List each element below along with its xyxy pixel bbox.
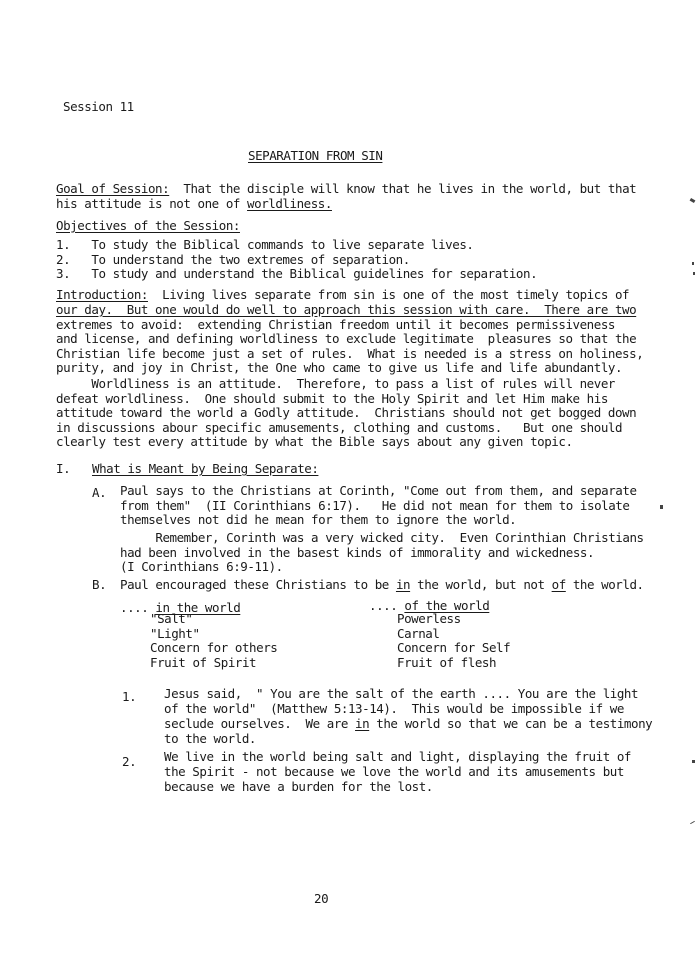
intro-line-1 (56, 288, 629, 302)
worldliness-paragraph (56, 377, 636, 450)
point-b-text-1: Paul encouraged these Christians to be (120, 577, 396, 592)
subpoint-1-line-3 (164, 716, 652, 731)
remember-paragraph (120, 531, 644, 575)
in-world-item: "Light" (150, 625, 200, 641)
intro-line-6: purity, and joy in Christ, the One who came to give us life and life abundantly. (56, 360, 623, 376)
goal-line-2 (56, 197, 332, 211)
intro-text-1: Living lives separate from sin is one of the most timely topics of (162, 287, 630, 302)
point-a-line-2: from them" (II Corinthians 6:17). He did not mean for them to isolate (120, 497, 630, 513)
objective-2 (56, 253, 410, 267)
intro-paragraph (56, 303, 643, 376)
intro-label: Introduction: (56, 287, 148, 302)
subpoint-1-in: in (355, 716, 370, 731)
in-world-item: Fruit of Spirit (150, 654, 257, 670)
point-a-line-1: Paul says to the Christians at Corinth, "Come out from them, and separate (120, 483, 637, 498)
subpoint-1-num: 1. (122, 689, 137, 704)
subpoint-2-line-2: the Spirit - not because we love the world and its amusements but (164, 764, 624, 779)
remember-line-1: Remember, Corinth was a very wicked city. Even Corinthian Christians (120, 530, 644, 545)
of-world-item: Concern for Self (397, 640, 511, 656)
subpoint-1-text (164, 686, 652, 746)
scan-speck (660, 505, 663, 509)
in-world-item: Concern for others (150, 640, 278, 656)
subpoint-1-line-4: to the world. (164, 731, 256, 746)
point-b-in: in (395, 577, 411, 592)
of-world-list (397, 612, 510, 670)
worldliness-line-5: clearly test every attitude by what the Bible says about any given topic. (56, 434, 573, 450)
of-world-item: Fruit of flesh (397, 654, 497, 670)
goal-label: Goal of Session: (56, 181, 170, 196)
subpoint-1-line-3a: seclude ourselves. We are (164, 716, 356, 731)
scan-speck (690, 821, 695, 824)
session-label: Session 11 (63, 99, 134, 114)
of-world-item: Carnal (397, 625, 440, 641)
point-b-text (120, 578, 644, 592)
point-b-of: of (551, 577, 566, 592)
of-world-item: Powerless (397, 611, 461, 626)
worldliness-line-3: attitude toward the world a Godly attitude. Christians should not get bogged down (56, 405, 637, 421)
objectives-label: Objectives of the Session: (56, 218, 240, 233)
of-world-heading-text: of the world (404, 598, 490, 613)
point-b-label: B. (92, 577, 107, 592)
scan-speck (692, 760, 695, 763)
objective-2-num: 2. (56, 252, 71, 267)
goal-text-1: That the disciple will know that he lives in the world, but that (183, 181, 637, 196)
objective-1-num: 1. (56, 237, 71, 252)
intro-line-5: Christian life become just a set of rules. What is needed is a stress on holiness, (56, 345, 644, 361)
intro-line-3: extremes to avoid: extending Christian freedom until it becomes permissiveness (56, 316, 615, 332)
goal-text-2a: his attitude is not one of (56, 196, 248, 211)
point-a-text (120, 484, 637, 528)
point-b-text-3: the world. (565, 577, 644, 592)
page-number: 20 (314, 891, 329, 906)
subpoint-2-line-3: because we have a burden for the lost. (164, 779, 433, 794)
point-a-line-3: themselves not did he mean for them to ignore the world. (120, 512, 517, 527)
section-1-num: I. (56, 461, 71, 476)
section-1-heading: What is Meant by Being Separate: (92, 461, 319, 476)
objective-3-num: 3. (56, 266, 71, 281)
subpoint-2-text (164, 749, 631, 794)
worldliness-line-2: defeat worldliness. One should submit to the Holy Spirit and let Him make his (56, 390, 608, 406)
objective-3 (56, 267, 537, 281)
objective-2-text: To understand the two extremes of separation. (91, 252, 410, 267)
scan-speck (692, 262, 694, 265)
in-world-list (150, 612, 277, 670)
worldliness-line-4: in discussions abour specific amusements, clothing and customs. But one should (56, 419, 623, 435)
goal-line-1 (56, 182, 636, 196)
remember-line-2: had been involved in the basest kinds of immorality and wickedness. (120, 544, 595, 560)
subpoint-1-line-1: Jesus said, " You are the salt of the earth .... You are the light (164, 686, 639, 701)
objective-3-text: To study and understand the Biblical guidelines for separation. (91, 266, 538, 281)
of-world-prefix: .... (369, 598, 405, 613)
objective-1-text: To study the Biblical commands to live separate lives. (91, 237, 474, 252)
intro-line-4: and license, and defining worldliness to exclude legitimate pleasures so that the (56, 331, 637, 347)
in-world-item: "Salt" (150, 611, 193, 626)
point-a-label: A. (92, 485, 107, 500)
worldliness-line-1: Worldliness is an attitude. Therefore, to pass a list of rules will never (56, 376, 615, 391)
remember-line-3: (I Corinthians 6:9-11). (120, 559, 283, 574)
in-world-prefix: .... (120, 600, 156, 615)
scan-speck (690, 198, 696, 203)
page-title: SEPARATION FROM SIN (248, 148, 383, 163)
subpoint-1-line-3b: the world so that we can be a testimony (369, 716, 653, 731)
subpoint-2-num: 2. (122, 754, 137, 769)
goal-text-2b: worldliness. (247, 196, 332, 211)
scan-speck (693, 272, 695, 275)
in-world-heading-text: in the world (155, 600, 241, 615)
subpoint-2-line-1: We live in the world being salt and light, displaying the fruit of (164, 749, 631, 764)
intro-line-2: our day. But one would do well to approach this session with care. There are two (56, 302, 637, 317)
point-b-text-2: the world, but not (410, 577, 552, 592)
subpoint-1-line-2: of the world" (Matthew 5:13-14). This would be impossible if we (164, 701, 624, 716)
objective-1 (56, 238, 473, 252)
